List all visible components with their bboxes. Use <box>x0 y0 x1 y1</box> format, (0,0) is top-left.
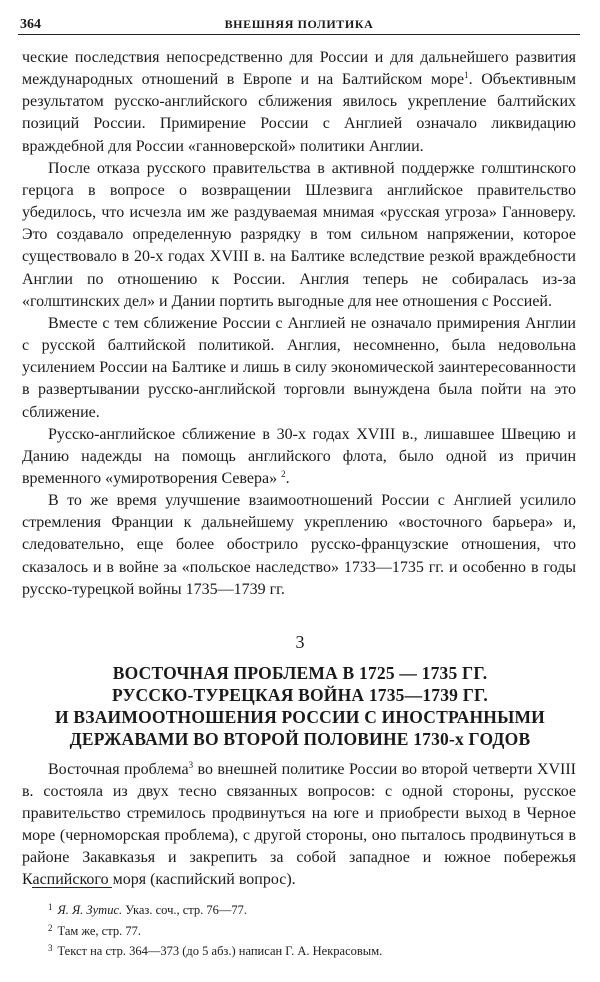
footnote-divider <box>32 887 112 888</box>
paragraph: Восточная проблема$^3$ во внешней политике России во второй четверти XVIII в. состояла из двух тесно связанных вопросов: с одной стороны, русское правительство стремилось продвинуться на юге и приобрести выход в Черное море (черноморская проблема), с другой стороны, оно пыталось продвинуться в районе Закавказья и закрепить за собой западное и южное побережья Каспийского моря (каспийский вопрос). <box>22 760 577 888</box>
paragraph: В то же время улучшение взаимоотношений России с Англией усилило стремления Франции к дальнейшему укреплению «восточного барьера» и, следовательно, еще более обострило русско-французские отношения, что сказалось и в войне за «польское наследство» 1733—1735 гг. и особенно в годы русско-турецкой войны 1735—1739 гг. <box>22 492 576 598</box>
footnote: $^2$ Там же, стр. 77. <box>48 922 141 938</box>
footnote-ref: 3 <box>188 760 194 770</box>
section-text <box>22 759 576 891</box>
main-text <box>22 47 576 601</box>
footnotes <box>48 899 382 961</box>
paragraph: ческие последствия непосредственно для России и для дальнейшего развития международных отношений в Европе и на Балтийском море$^1$. Объективным результатом русско-английского сближения явилось укрепление балтийских позиций России. Примирение России с Англией означало ликвидацию враждебной для России «ганноверской» политики Англии. <box>22 49 577 155</box>
section-title-line: ДЕРЖАВАМИ ВО ВТОРОЙ ПОЛОВИНЕ 1730-х ГОДОВ <box>69 729 531 749</box>
section-title-line: ВОСТОЧНАЯ ПРОБЛЕМА В 1725 — 1735 ГГ. <box>112 663 488 683</box>
paragraph: Русско-английское сближение в 30-х годах XVIII в., лишавшее Швецию и Данию надежды на помощь английского флота, было одной из причин временного «умиротворения Севера» $^2$. <box>22 425 576 487</box>
page-header <box>18 14 580 35</box>
footnote-ref: 1 <box>464 70 469 81</box>
paragraph: После отказа русского правительства в активной поддержке голштинского герцога в вопросе о возвращении Шлезвига английское правительство убедилось, что исчезла им же раздуваемая мнимая «русская угроза» Ганноверу. Это создавало определенную разрядку в том сильном напряжении, которое существовало в 20-х годах XVIII в. на Балтике вследствие резкой враждебности Англии по отношению к России. Англия теперь не собиралась из-за «голштинских дел» и Дании портить выгодные для нее отношения с Россией. <box>22 159 576 310</box>
running-title: ВНЕШНЯЯ ПОЛИТИКА <box>224 17 374 31</box>
section-title <box>40 662 560 750</box>
footnote: $^1$ Я. Я. Зутис. Указ. соч., стр. 76—77. <box>48 902 248 917</box>
footnote: $^3$ Текст на стр. 364—373 (до 5 абз.) написан Г. А. Некрасовым. <box>48 943 383 958</box>
section-title-line: РУССКО-ТУРЕЦКАЯ ВОЙНА 1735—1739 ГГ. <box>112 685 488 705</box>
page-number: 364 <box>20 17 41 32</box>
section-title-line: И ВЗАИМООТНОШЕНИЯ РОССИИ С ИНОСТРАННЫМИ <box>55 707 545 727</box>
footnote-ref: 2 <box>281 468 286 479</box>
section-number: 3 <box>295 632 305 652</box>
paragraph: Вместе с тем сближение России с Англией не означало примирения Англии с русской балтийской политикой. Англия, несомненно, была недовольна усилением России на Балтике и лишь в силу экономической заинтересованности в развертывании русско-английской торговли вынуждена была пойти на это сближение. <box>22 314 576 421</box>
